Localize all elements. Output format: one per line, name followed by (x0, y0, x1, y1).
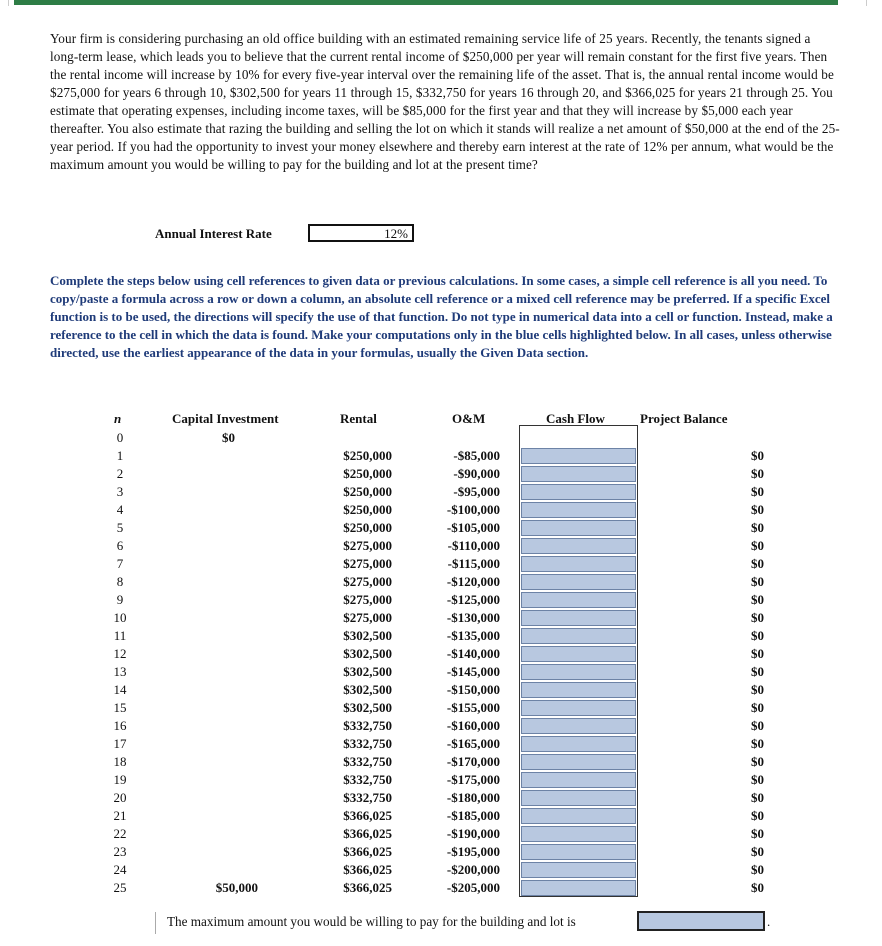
row-capital-investment (170, 465, 258, 483)
row-n: 11 (113, 628, 127, 643)
row-om: -$105,000 (446, 520, 500, 535)
cash-flow-input-cell[interactable] (521, 790, 636, 806)
row-project-balance: $0 (751, 790, 764, 805)
row-om: -$110,000 (447, 538, 500, 553)
row-rental: $332,750 (343, 790, 392, 805)
row-n: 4 (116, 502, 124, 517)
problem-statement: Your firm is considering purchasing an old office building with an estimated remaining service life of 25 years. Recently, the tenants signed a long-term lease, which leads you to believe that the current rental income of $250,000 per year will remain constant for the first five years. Then the rental income will increase by 10% for every five-year interval over the remaining life of the asset. That is, the annual rental income would be $275,000 for years 6 through 10, $302,500 for years 11 through 15, $332,750 for years 16 through 20, and $366,025 for years 21 through 25. You estimate that operating expenses, including income taxes, will be $85,000 for the first year and that they will increase by $5,000 each year thereafter. You also estimate that razing the building and selling the lot on which it stands will realize a net amount of $50,000 at the end of the 25-year period. If you had the opportunity to invest your money elsewhere and thereby earn interest at the rate of 12% per annum, what would be the maximum amount you would be willing to pay for the building and lot at the present time? (50, 31, 840, 172)
row-n: 25 (113, 880, 127, 895)
row-n: 15 (113, 700, 127, 715)
row-n: 14 (113, 682, 127, 697)
cash-flow-input-cell[interactable] (521, 610, 636, 626)
row-rental: $250,000 (343, 520, 392, 535)
row-n: 12 (113, 646, 127, 661)
row-capital-investment (170, 861, 258, 879)
row-n: 3 (116, 484, 124, 499)
row-project-balance: $0 (751, 826, 764, 841)
row-rental: $275,000 (343, 574, 392, 589)
row-rental: $302,500 (343, 646, 392, 661)
row-n: 8 (116, 574, 124, 589)
row-project-balance: $0 (751, 574, 764, 589)
row-project-balance: $0 (751, 610, 764, 625)
row-n: 22 (113, 826, 127, 841)
row-project-balance: $0 (751, 628, 764, 643)
row-om: -$200,000 (446, 862, 500, 877)
row-n: 24 (113, 862, 127, 877)
cash-flow-input-cell[interactable] (521, 520, 636, 536)
row-n: 16 (113, 718, 127, 733)
row-om: -$195,000 (446, 844, 500, 859)
answer-input-cell[interactable] (637, 911, 765, 931)
row-capital-investment (170, 681, 258, 699)
row-n: 17 (113, 736, 127, 751)
answer-period: . (767, 914, 771, 929)
cash-flow-input-cell[interactable] (521, 466, 636, 482)
row-capital-investment (170, 699, 258, 717)
row-n: 21 (113, 808, 127, 823)
header-n: n (114, 411, 122, 426)
row-om: -$180,000 (446, 790, 500, 805)
cash-flow-input-cell[interactable] (521, 754, 636, 770)
row-project-balance: $0 (751, 448, 764, 463)
row-om: -$190,000 (446, 826, 500, 841)
row-capital-investment (170, 609, 258, 627)
row-project-balance: $0 (751, 862, 764, 877)
row-rental: $275,000 (343, 610, 392, 625)
row-project-balance: $0 (751, 664, 764, 679)
row-rental: $250,000 (343, 448, 392, 463)
row-project-balance: $0 (751, 880, 764, 895)
row-om: -$130,000 (446, 610, 500, 625)
row-project-balance: $0 (751, 844, 764, 859)
row-capital-investment (170, 753, 258, 771)
row-capital-investment (170, 591, 258, 609)
row-om: -$90,000 (453, 466, 500, 481)
cash-flow-input-cell[interactable] (521, 592, 636, 608)
header-capital-investment: Capital Investment (172, 411, 279, 426)
row-rental: $250,000 (343, 502, 392, 517)
row-project-balance: $0 (751, 556, 764, 571)
cash-flow-input-cell[interactable] (521, 862, 636, 878)
grid-divider-right (866, 0, 867, 6)
row-rental: $250,000 (343, 466, 392, 481)
row-project-balance: $0 (751, 484, 764, 499)
row-capital-investment (170, 789, 258, 807)
row-n: 2 (116, 466, 124, 481)
row-project-balance: $0 (751, 502, 764, 517)
row-n: 5 (116, 520, 124, 535)
row0-capital: $0 (222, 430, 235, 445)
cash-flow-input-cell[interactable] (521, 664, 636, 680)
row-om: -$120,000 (446, 574, 500, 589)
row-capital-investment (170, 735, 258, 753)
row-om: -$100,000 (446, 502, 500, 517)
row-rental: $275,000 (343, 592, 392, 607)
row-om: -$140,000 (446, 646, 500, 661)
row-rental: $302,500 (343, 628, 392, 643)
row-n: 18 (113, 754, 127, 769)
row-rental: $366,025 (343, 844, 392, 859)
cash-flow-input-cell[interactable] (521, 484, 636, 500)
row-n: 1 (116, 448, 124, 463)
row-rental: $332,750 (343, 736, 392, 751)
row-capital-investment (170, 663, 258, 681)
row-capital-investment (170, 645, 258, 663)
row-n: 23 (113, 844, 127, 859)
row-om: -$175,000 (446, 772, 500, 787)
header-om: O&M (452, 411, 486, 426)
row-om: -$160,000 (446, 718, 500, 733)
row-om: -$135,000 (446, 628, 500, 643)
row-capital-investment (170, 519, 258, 537)
row-capital-investment (170, 501, 258, 519)
cash-flow-input-cell[interactable] (521, 628, 636, 644)
row-project-balance: $0 (751, 808, 764, 823)
instructions-text: Complete the steps below using cell references to given data or previous calculations. In some cases, a simple cell reference is all you need. To copy/paste a formula across a row or down a column, an absolute cell reference or a mixed cell reference may be preferred. If a specific Excel function is to be used, the directions will specify the use of that function. Do not type in numerical data into a cell or function. Instead, make a reference to the cell in which the data is found. Make your computations only in the blue cells highlighted below. In all cases, unless otherwise directed, use the earliest appearance of the data in your formulas, usually the Given Data section. (50, 273, 833, 360)
row-om: -$155,000 (446, 700, 500, 715)
cash-flow-input-cell[interactable] (521, 772, 636, 788)
interest-rate-cell[interactable]: 12% (308, 224, 414, 242)
row-project-balance: $0 (751, 700, 764, 715)
cash-flow-input-cell[interactable] (521, 448, 636, 464)
answer-prompt: The maximum amount you would be willing to pay for the building and lot is (167, 914, 576, 929)
row-rental: $332,750 (343, 718, 392, 733)
row-capital-investment (170, 573, 258, 591)
row-om: -$125,000 (446, 592, 500, 607)
header-project-balance: Project Balance (640, 411, 728, 426)
cash-flow-input-cell[interactable] (521, 646, 636, 662)
row-capital-investment (170, 555, 258, 573)
cash-flow-input-cell[interactable] (521, 736, 636, 752)
row-rental: $302,500 (343, 700, 392, 715)
row-capital-investment (170, 447, 258, 465)
row-n: 13 (113, 664, 127, 679)
row-om: -$85,000 (453, 448, 500, 463)
row-capital-investment (170, 771, 258, 789)
row-n: 10 (113, 610, 127, 625)
row-n: 6 (116, 538, 124, 553)
cash-flow-input-cell[interactable] (521, 826, 636, 842)
cash-flow-input-cell[interactable] (521, 682, 636, 698)
row-project-balance: $0 (751, 736, 764, 751)
header-rental: Rental (340, 411, 377, 426)
cash-flow-input-cell[interactable] (521, 538, 636, 554)
row-rental: $275,000 (343, 556, 392, 571)
row-n: 19 (113, 772, 127, 787)
row-rental: $366,025 (343, 880, 392, 895)
row-rental: $332,750 (343, 772, 392, 787)
row-om: -$205,000 (446, 880, 500, 895)
row-om: -$145,000 (446, 664, 500, 679)
row-rental: $275,000 (343, 538, 392, 553)
selected-cell-border (14, 0, 838, 5)
row-n: 7 (116, 556, 124, 571)
row-om: -$185,000 (446, 808, 500, 823)
cell-divider (155, 912, 156, 934)
row-capital-investment (170, 537, 258, 555)
row-capital-investment (170, 825, 258, 843)
row-rental: $332,750 (343, 754, 392, 769)
row-project-balance: $0 (751, 754, 764, 769)
interest-rate-label: Annual Interest Rate (155, 226, 272, 241)
row-om: -$165,000 (446, 736, 500, 751)
row-capital-investment (170, 807, 258, 825)
row-capital-investment (170, 843, 258, 861)
row-rental: $366,025 (343, 808, 392, 823)
cash-flow-input-cell[interactable] (521, 574, 636, 590)
row-om: -$170,000 (446, 754, 500, 769)
cash-flow-input-cell[interactable] (521, 718, 636, 734)
header-cash-flow: Cash Flow (546, 411, 605, 426)
cash-flow-input-cell[interactable] (521, 502, 636, 518)
row-capital-investment (170, 717, 258, 735)
cash-flow-input-cell[interactable] (521, 808, 636, 824)
row-project-balance: $0 (751, 772, 764, 787)
row-project-balance: $0 (751, 646, 764, 661)
row-capital-investment (170, 483, 258, 501)
cash-flow-input-cell[interactable] (521, 844, 636, 860)
row-project-balance: $0 (751, 682, 764, 697)
row-rental: $366,025 (343, 862, 392, 877)
row-rental: $302,500 (343, 682, 392, 697)
row-project-balance: $0 (751, 592, 764, 607)
row-capital-investment (170, 627, 258, 645)
grid-divider-left (8, 0, 9, 6)
row-om: -$115,000 (447, 556, 500, 571)
row-rental: $250,000 (343, 484, 392, 499)
row-project-balance: $0 (751, 520, 764, 535)
cash-flow-input-cell[interactable] (521, 880, 636, 896)
row-rental: $366,025 (343, 826, 392, 841)
row-project-balance: $0 (751, 466, 764, 481)
row-rental: $302,500 (343, 664, 392, 679)
cash-flow-input-cell[interactable] (521, 556, 636, 572)
row-project-balance: $0 (751, 718, 764, 733)
row-n: 9 (116, 592, 124, 607)
row-om: -$95,000 (453, 484, 500, 499)
cash-flow-input-cell[interactable] (521, 700, 636, 716)
row0-n: 0 (116, 430, 124, 445)
row-capital-investment: $50,000 (215, 880, 258, 895)
row-project-balance: $0 (751, 538, 764, 553)
row-om: -$150,000 (446, 682, 500, 697)
row-n: 20 (113, 790, 127, 805)
